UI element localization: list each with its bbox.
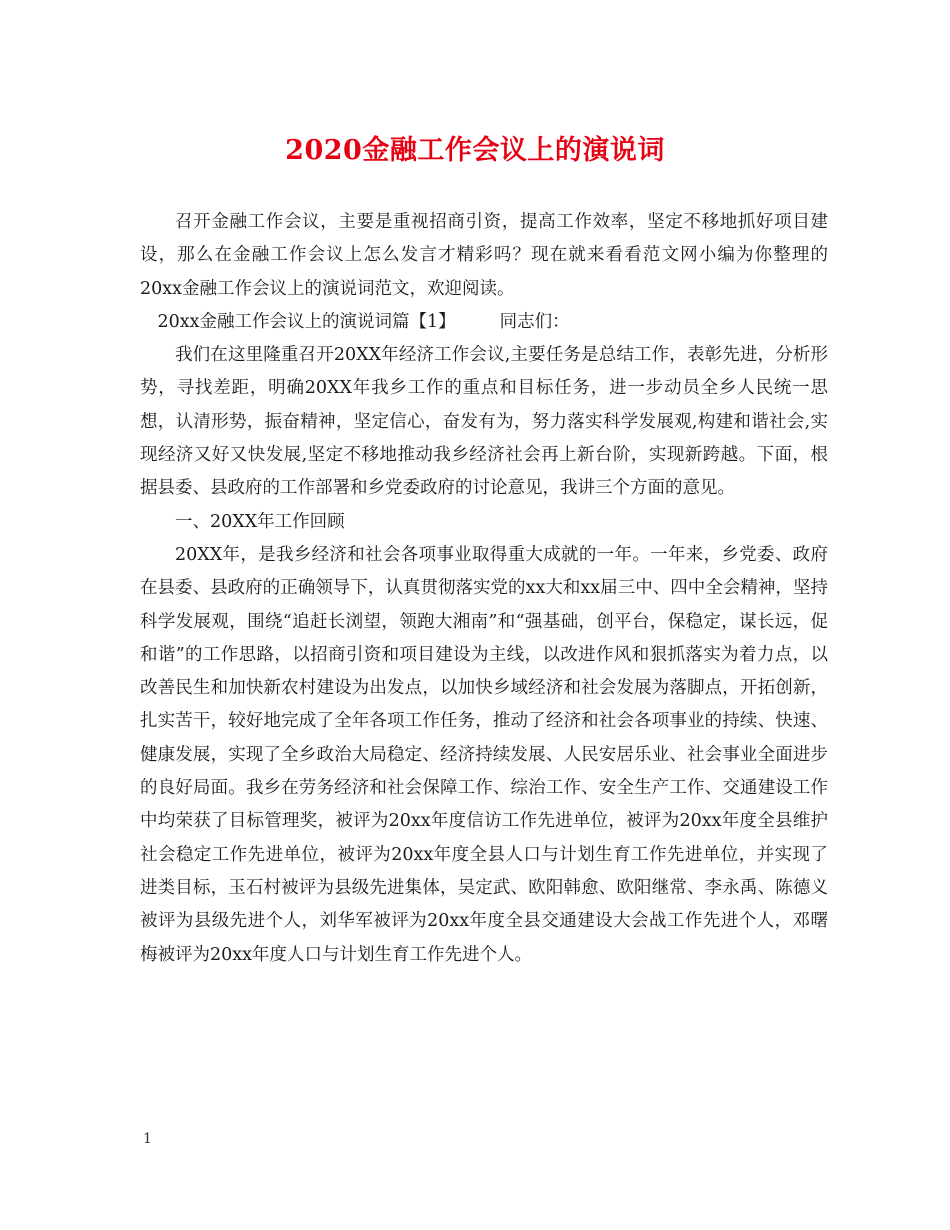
- section-heading-line: [140, 306, 828, 339]
- document-body: [140, 206, 828, 972]
- subheading-review: 一、20XX年工作回顾: [175, 511, 345, 532]
- greeting: 同志们：: [499, 311, 570, 332]
- opening-paragraph: 我们在这里隆重召开20XX年经济工作会议,主要任务是总结工作，表彰先进，分析形势，寻找差距，明确20XX年我乡工作的重点和目标任务，进一步动员全乡人民统一思想，认清形势，振奋精神，坚定信心，奋发有为，努力落实科学发展观,构建和谐社会,实现经济又好又快发展,坚定不移地推动我乡经济社会再上新台阶，实现新跨越。下面，根据县委、县政府的工作部署和乡党委政府的讨论意见，我讲三个方面的意见。: [140, 345, 828, 499]
- document-title: 2020金融工作会议上的演说词: [285, 135, 665, 166]
- page-number: 1: [143, 1131, 152, 1147]
- review-paragraph: 20XX年，是我乡经济和社会各项事业取得重大成就的一年。一年来，乡党委、政府在县委、县政府的正确领导下，认真贯彻落实党的xx大和xx届三中、四中全会精神，坚持科学发展观，围绕“追赶长浏望，领跑大湘南”和“强基础，创平台，保稳定，谋长远，促和谐”的工作思路，以招商引资和项目建设为主线，以改进作风和狠抓落实为着力点，以改善民生和加快新农村建设为出发点，以加快乡域经济和社会发展为落脚点，开拓创新，扎实苦干，较好地完成了全年各项工作任务，推动了经济和社会各项事业的持续、快速、健康发展，实现了全乡政治大局稳定、经济持续发展、人民安居乐业、社会事业全面进步的良好局面。我乡在劳务经济和社会保障工作、综治工作、安全生产工作、交通建设工作中均荣获了目标管理奖，被评为20xx年度信访工作先进单位，被评为20xx年度全县维护社会稳定工作先进单位，被评为20xx年度全县人口与计划生育工作先进单位，并实现了进类目标，玉石村被评为县级先进集体，吴定武、欧阳韩愈、欧阳继常、李永禹、陈德义被评为县级先进个人，刘华军被评为20xx年度全县交通建设大会战工作先进个人，邓曙梅被评为20xx年度人口与计划生育工作先进个人。: [140, 544, 828, 965]
- intro-paragraph: 召开金融工作会议，主要是重视招商引资，提高工作效率，坚定不移地抓好项目建设，那么在金融工作会议上怎么发言才精彩吗？现在就来看看范文网小编为你整理的20xx金融工作会议上的演说词范文，欢迎阅读。: [140, 212, 828, 299]
- section-heading: 20xx金融工作会议上的演说词篇【1】: [157, 311, 456, 332]
